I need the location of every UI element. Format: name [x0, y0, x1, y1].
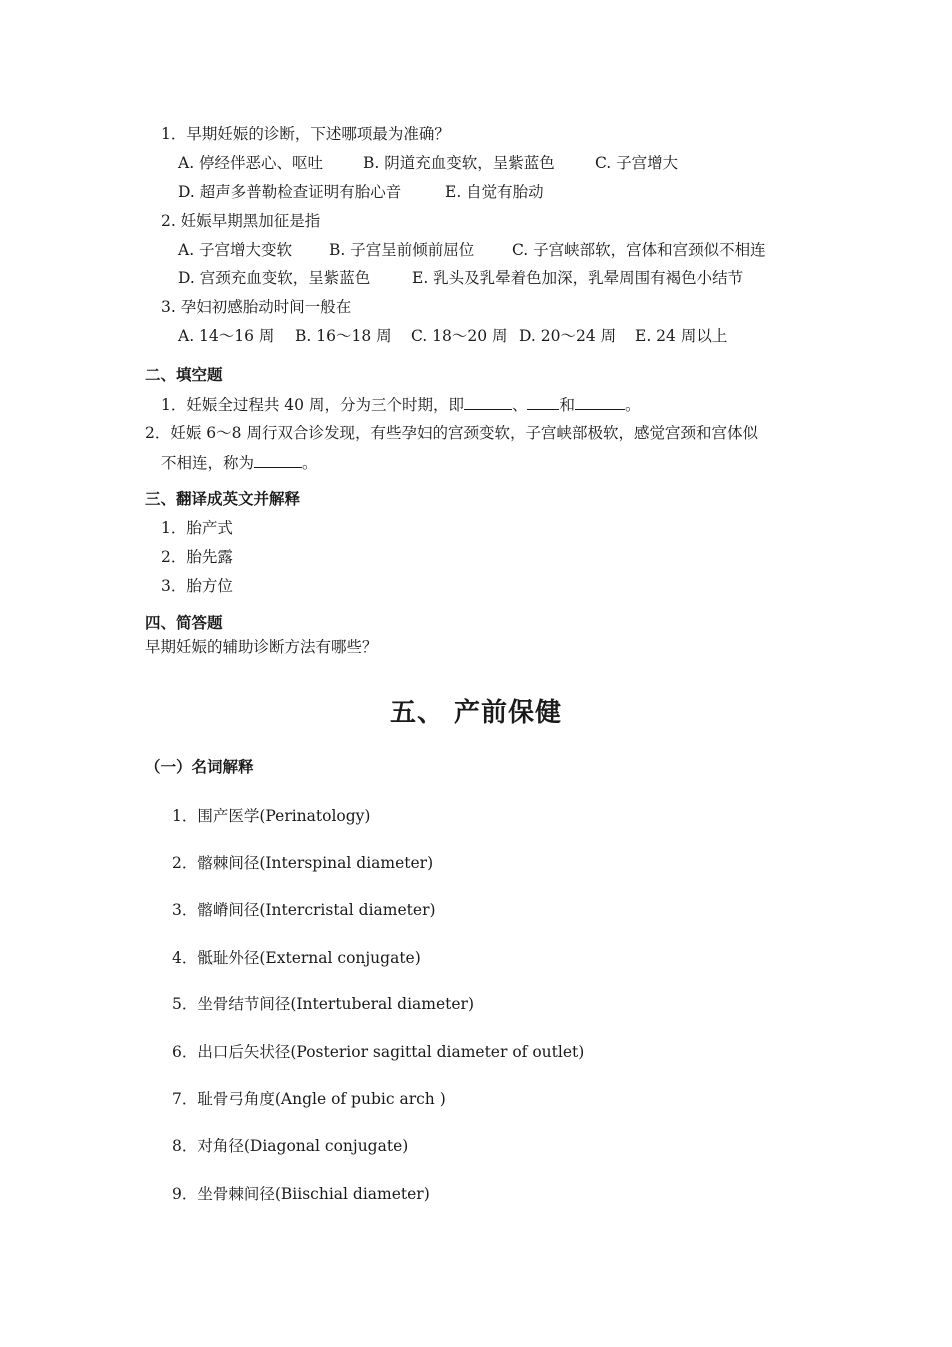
fill-question-2-text: 不相连，称为: [161, 454, 255, 472]
question-1-option-d: D. 超声多普勒检查证明有胎心音: [178, 183, 402, 201]
term-item-7: 7．耻骨弓角度(Angle of pubic arch ): [172, 1090, 446, 1108]
fill-question-1-separator-1: 、: [511, 396, 528, 414]
terms-subheading: （一）名词解释: [145, 757, 254, 776]
fill-blank-1: [464, 394, 512, 410]
question-3-option-c: C. 18～20 周: [411, 327, 508, 345]
term-item-9: 9．坐骨棘间径(Biischial diameter): [172, 1185, 430, 1203]
fill-question-2-line-2: [161, 452, 318, 473]
question-2-option-a: A. 子宫增大变软: [178, 241, 293, 259]
fill-question-2-end: 。: [302, 454, 318, 472]
question-3-stem: 3. 孕妇初感胎动时间一般在: [161, 298, 352, 316]
short-answer-heading: 四、简答题: [145, 613, 223, 632]
fill-blank-3: [575, 394, 625, 410]
translate-heading: 三、翻译成英文并解释: [145, 489, 301, 508]
chapter-title: 五、 产前保健: [389, 698, 563, 728]
fill-question-1-text: 1．妊娠全过程共 40 周，分为三个时期，即: [161, 396, 464, 414]
question-3-option-a: A. 14～16 周: [178, 327, 275, 345]
translate-item-1: 1．胎产式: [161, 519, 233, 537]
term-item-4: 4．骶耻外径(External conjugate): [172, 949, 421, 967]
question-1-options-row-1: [178, 153, 678, 173]
term-item-1: 1．围产医学(Perinatology): [172, 807, 371, 825]
question-2-option-e: E. 乳头及乳晕着色加深，乳晕周围有褐色小结节: [412, 269, 744, 287]
question-2-options-row-2: [178, 268, 743, 288]
translate-item-3: 3．胎方位: [161, 577, 233, 595]
question-1-stem: 1．早期妊娠的诊断，下述哪项最为准确？: [161, 125, 450, 143]
question-1-option-c: C. 子宫增大: [595, 154, 679, 172]
term-item-3: 3．髂嵴间径(Intercristal diameter): [172, 901, 436, 919]
fill-question-2-line-1: 2．妊娠 6～8 周行双合诊发现，有些孕妇的宫颈变软，子宫峡部极软，感觉宫颈和宫体似: [145, 424, 758, 442]
translate-item-2: 2．胎先露: [161, 548, 233, 566]
question-3-option-b: B. 16～18 周: [295, 327, 392, 345]
question-1-option-e: E. 自觉有胎动: [445, 183, 544, 201]
term-item-8: 8．对角径(Diagonal conjugate): [172, 1137, 409, 1155]
short-answer-question: 早期妊娠的辅助诊断方法有哪些？: [145, 638, 378, 656]
term-item-5: 5．坐骨结节间径(Intertuberal diameter): [172, 995, 475, 1013]
question-3-options-row: [178, 326, 727, 346]
question-2-option-b: B. 子宫呈前倾前屈位: [329, 241, 475, 259]
fill-question-1-separator-2: 和: [559, 396, 575, 414]
question-1-option-a: A. 停经伴恶心、呕吐: [178, 154, 324, 172]
question-1-option-b: B. 阴道充血变软，呈紫蓝色: [363, 154, 555, 172]
question-2-stem: 2. 妊娠早期黑加征是指: [161, 212, 321, 230]
fill-in-heading: 二、填空题: [145, 365, 223, 384]
question-2-option-c: C. 子宫峡部软，宫体和宫颈似不相连: [512, 241, 766, 259]
fill-question-1-end: 。: [624, 396, 641, 414]
term-item-2: 2．髂棘间径(Interspinal diameter): [172, 854, 434, 872]
question-2-options-row-1: [178, 240, 766, 260]
question-3-option-e: E. 24 周以上: [635, 327, 728, 345]
fill-blank-2: [527, 394, 559, 410]
fill-blank-4: [254, 452, 302, 468]
term-item-6: 6．出口后矢状径(Posterior sagittal diameter of outlet): [172, 1043, 585, 1061]
question-1-options-row-2: [178, 182, 544, 202]
fill-question-1: [161, 394, 641, 415]
question-3-option-d: D. 20～24 周: [519, 327, 617, 345]
question-2-option-d: D. 宫颈充血变软，呈紫蓝色: [178, 269, 371, 287]
